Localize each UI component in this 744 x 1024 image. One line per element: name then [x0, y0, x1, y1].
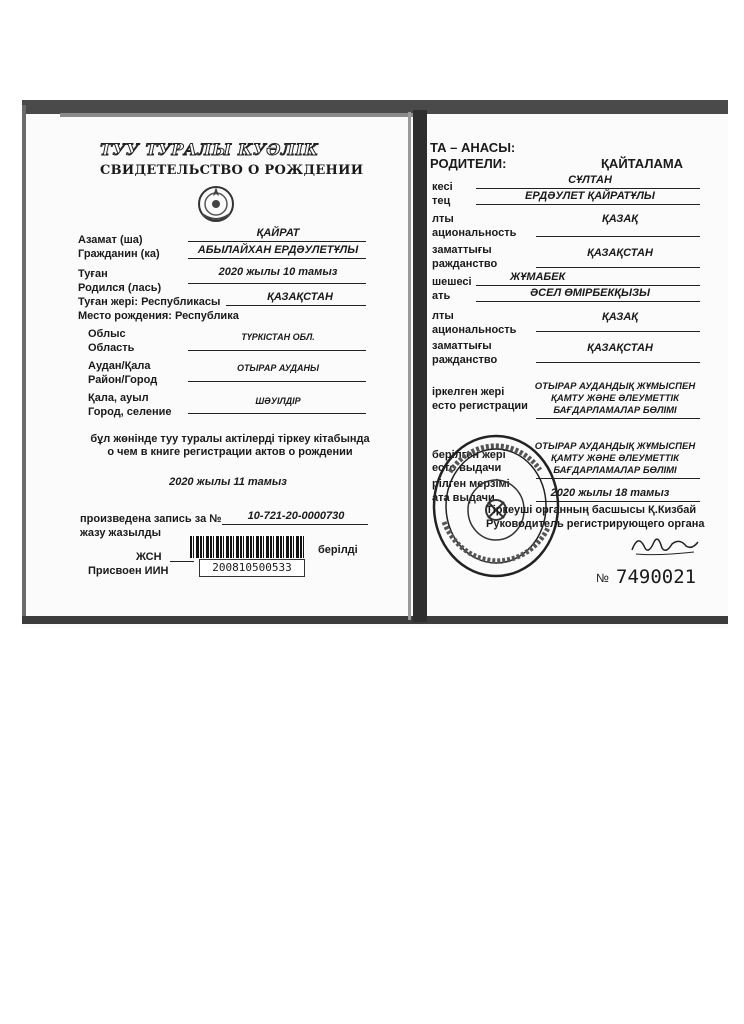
region-label-ru: Область — [88, 342, 135, 354]
head-label-ru: Руководитель регистрирующего органа — [486, 518, 705, 530]
born-label-ru: Родился (лась) — [78, 282, 162, 294]
parents-label-ru: РОДИТЕЛИ: — [430, 156, 507, 171]
mother-citizenship: ҚАЗАҚСТАН — [587, 342, 653, 354]
mother-citizenship-label-ru: ражданство — [432, 354, 498, 366]
district: ОТЫРАР АУДАНЫ — [236, 363, 320, 373]
iin-suffix: берілді — [318, 544, 358, 556]
birthplace-label-kz: Туған жері: Республикасы — [78, 296, 221, 308]
citizen-label-ru: Гражданин (ка) — [78, 248, 160, 260]
issue-date: 2020 жылы 18 тамыз — [550, 487, 670, 499]
born-label-kz: Туған — [78, 268, 108, 280]
register-text-kz: бұл жөнінде туу туралы актілерді тіркеу кітабында — [90, 433, 370, 445]
frame-bottom — [22, 616, 728, 624]
head-label-kz: Тіркеуші органның басшысы Қ.Кизбай — [486, 504, 697, 516]
record-label-kz: жазу жазылды — [80, 527, 161, 539]
father-citizenship-label-kz: заматтығы — [432, 244, 492, 256]
father-label-ru: тец — [432, 195, 451, 207]
mother-label-kz: шешесі — [432, 276, 472, 288]
reg-place-line2: ҚАМТУ ЖӘНЕ ӘЛЕУМЕТТІК — [551, 393, 679, 404]
page-spine — [413, 110, 427, 622]
issue-date-label-kz: рілген мерзімі — [432, 478, 510, 490]
father-last-name: ЕРДӘУЛЕТ ҚАЙРАТҰЛЫ — [525, 190, 655, 202]
father-first-name: СҰЛТАН — [568, 174, 612, 186]
village: ШӘУІЛДІР — [255, 396, 301, 406]
village-label-ru: Город, селение — [88, 406, 172, 418]
village-label-kz: Қала, ауыл — [88, 392, 149, 404]
frame-top-shadow — [60, 113, 420, 117]
district-label-ru: Район/Город — [88, 374, 158, 386]
serial-prefix: № — [596, 571, 609, 585]
parents-label-kz: ТА – АНАСЫ: — [430, 140, 516, 155]
reg-place-label-ru: есто регистрации — [432, 400, 528, 412]
father-citizenship-label-ru: ражданство — [432, 258, 498, 270]
mother-citizenship-label-kz: заматтығы — [432, 340, 492, 352]
iin-label-ru: Присвоен ИИН — [88, 565, 169, 577]
region: ТҮРКІСТАН ОБЛ. — [241, 332, 315, 342]
father-label-kz: кесі — [432, 181, 453, 193]
reg-place-label-kz: іркелген жері — [432, 386, 505, 398]
signature-icon — [628, 530, 700, 560]
citizen-label-kz: Азамат (ша) — [78, 234, 143, 246]
register-date: 2020 жылы 11 тамыз — [169, 476, 287, 488]
reg-place-line3: БАҒДАРЛАМАЛАР БӨЛІМІ — [553, 405, 677, 416]
duplicate-label: ҚАЙТАЛАМА — [601, 156, 684, 171]
region-label-kz: Облыс — [88, 328, 126, 340]
birthplace-country: ҚАЗАҚСТАН — [267, 291, 333, 303]
issued-label-kz: берілген жері — [432, 449, 506, 461]
issued-line3: БАҒДАРЛАМАЛАР БӨЛІМІ — [553, 465, 677, 476]
frame-top — [22, 100, 728, 114]
father-nationality-label-kz: лты — [432, 213, 454, 225]
record-label-ru: произведена запись за № — [80, 513, 222, 525]
father-nationality: ҚАЗАҚ — [601, 213, 639, 225]
page-fold-edge — [408, 112, 411, 620]
mother-nationality-label-kz: лты — [432, 310, 454, 322]
mother-nationality: ҚАЗАҚ — [601, 311, 639, 323]
serial-number: 7490021 — [616, 566, 697, 588]
register-text-ru: о чем в книге регистрации актов о рождении — [107, 446, 353, 458]
title-ru: СВИДЕТЕЛЬСТВО О РОЖДЕНИИ — [100, 163, 364, 178]
issued-label-ru: есто выдачи — [432, 462, 502, 474]
father-citizenship: ҚАЗАҚСТАН — [587, 247, 653, 259]
last-name: АБЫЛАЙХАН ЕРДӘУЛЕТҰЛЫ — [197, 244, 359, 256]
issued-line1: ОТЫРАР АУДАНДЫҚ ЖҰМЫСПЕН — [534, 441, 696, 452]
record-number: 10-721-20-0000730 — [247, 510, 345, 522]
first-name: ҚАЙРАТ — [256, 227, 300, 239]
reg-place-line1: ОТЫРАР АУДАНДЫҚ ЖҰМЫСПЕН — [534, 381, 696, 392]
district-label-kz: Аудан/Қала — [88, 360, 151, 372]
father-nationality-label-ru: ациональность — [432, 227, 517, 239]
birth-date: 2020 жылы 10 тамыз — [218, 266, 338, 278]
title-kz: ТУУ ТУРАЛЫ КУӘЛІК — [100, 140, 319, 159]
birthplace-label-ru: Место рождения: Республика — [78, 310, 239, 322]
frame-left — [22, 105, 26, 621]
iin-barcode — [190, 536, 305, 558]
iin-label-kz: ЖСН — [136, 551, 162, 563]
mother-last-name: ӘСЕЛ ӨМІРБЕКҚЫЗЫ — [529, 287, 651, 299]
iin-number: 200810500533 — [199, 559, 305, 577]
mother-first-name: ЖҰМАБЕК — [510, 271, 566, 283]
issue-date-label-ru: ата выдачи — [432, 492, 495, 504]
mother-label-ru: ать — [432, 290, 451, 302]
issued-line2: ҚАМТУ ЖӘНЕ ӘЛЕУМЕТТІК — [551, 453, 679, 464]
mother-nationality-label-ru: ациональность — [432, 324, 517, 336]
kazakhstan-emblem-icon — [196, 184, 236, 224]
